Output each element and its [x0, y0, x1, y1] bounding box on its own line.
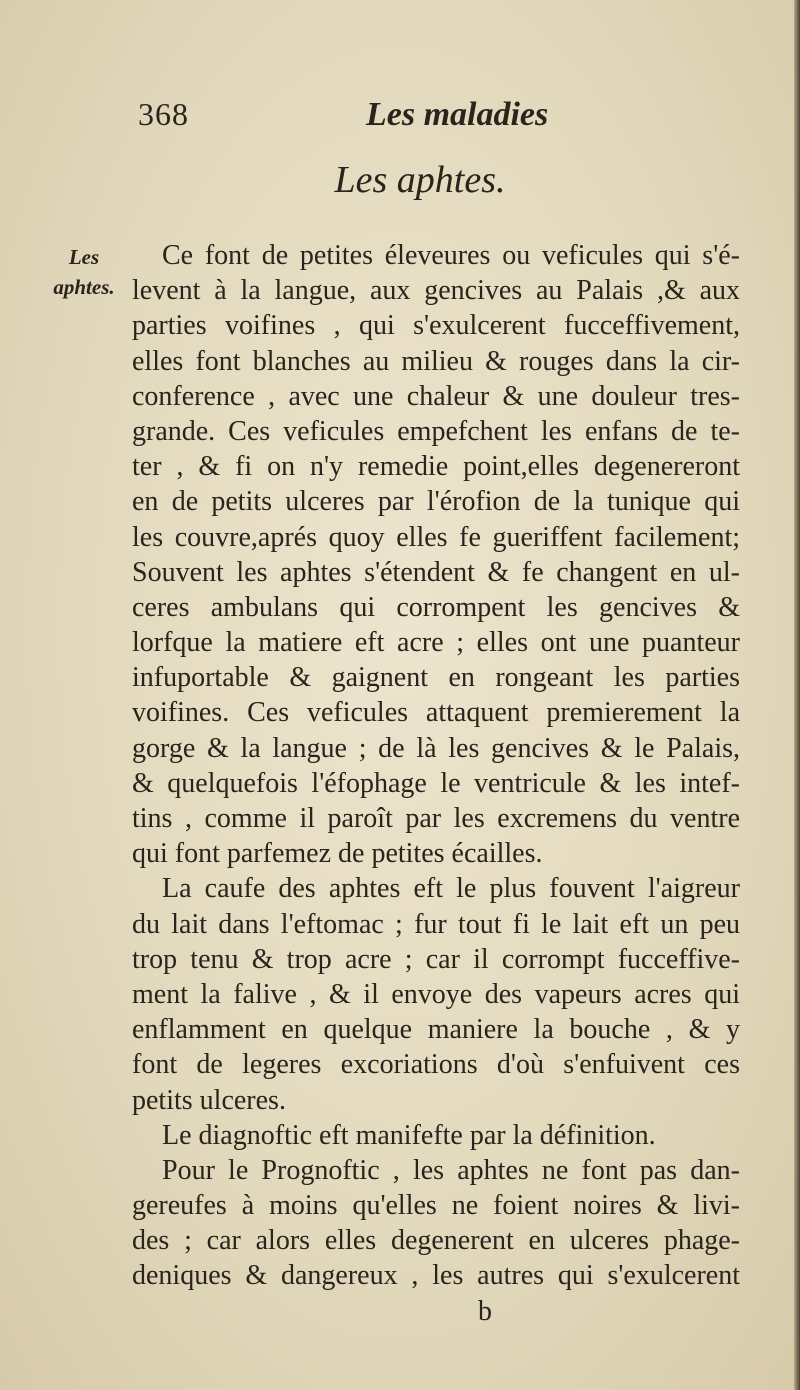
text-line: les couvre,aprés quoy elles fe gueriffent facilement; [132, 521, 740, 553]
text-line: La caufe des aphtes eft le plus fouvent l'aigreur [162, 873, 740, 905]
body-text [132, 238, 740, 1294]
text-line: infuportable & gaignent en rongeant les parties [132, 662, 740, 694]
text-line: en de petits ulceres par l'érofion de la tunique qui [132, 486, 740, 518]
text-line: deniques & dangereux , les autres qui s'exulcerent [132, 1260, 740, 1292]
margin-note-line: Les [68, 245, 100, 269]
text-line: gorge & la langue ; de là les gencives & le Palais, [132, 732, 740, 764]
page-edge [794, 0, 800, 1390]
margin-note-line: aphtes. [53, 275, 115, 299]
text-line: Souvent les aphtes s'étendent & fe changent en ul- [132, 556, 740, 588]
text-line: levent à la langue, aux gencives au Palais ,& aux [132, 275, 740, 307]
text-line: lorfque la matiere eft acre ; elles ont une puanteur [132, 627, 740, 659]
text-line: ceres ambulans qui corrompent les gencives & [132, 591, 740, 623]
text-line: du lait dans l'eftomac ; fur tout fi le lait eft un peu [132, 908, 740, 940]
running-title: Les maladies [366, 96, 549, 133]
text-line: font de legeres excoriations d'où s'enfuivent ces [132, 1049, 740, 1081]
text-line: tins , comme il paroît par les excremens du ventre [132, 803, 740, 834]
text-line: petits ulceres. [132, 1084, 286, 1116]
running-head [138, 96, 698, 140]
text-line: qui font parfemez de petites écailles. [132, 838, 543, 870]
text-line: des ; car alors elles degenerent en ulceres phage- [132, 1225, 740, 1257]
text-line: gereufes à moins qu'elles ne foient noires & livi- [132, 1190, 740, 1222]
text-line: Le diagnoftic eft manifefte par la définition. [162, 1119, 656, 1151]
text-line: ter , & fi on n'y remedie point,elles degenereront [132, 451, 740, 483]
section-title: Les aphtes. [334, 159, 506, 201]
text-line: Ce font de petites éleveures ou veficules qui s'é- [162, 240, 740, 271]
text-line: enflamment en quelque maniere la bouche , & y [132, 1014, 740, 1046]
signature-mark: b [478, 1296, 492, 1327]
margin-note [44, 242, 124, 302]
text-line: conference , avec une chaleur & une douleur tres- [132, 380, 740, 412]
text-line: trop tenu & trop acre ; car il corrompt fucceffive- [132, 943, 740, 975]
page-number: 368 [138, 96, 189, 132]
text-line: & quelquefois l'éfophage le ventricule & les intef- [132, 767, 740, 799]
text-line: ment la falive , & il envoye des vapeurs acres qui [132, 978, 740, 1010]
text-line: parties voifines , qui s'exulcerent fucceffivement, [132, 310, 740, 342]
text-line: elles font blanches au milieu & rouges dans la cir- [132, 345, 740, 377]
text-line: voifines. Ces veficules attaquent premierement la [132, 697, 740, 729]
text-line: Pour le Prognoftic , les aphtes ne font pas dan- [162, 1154, 740, 1186]
text-line: grande. Ces veficules empefchent les enfans de te- [132, 415, 740, 447]
